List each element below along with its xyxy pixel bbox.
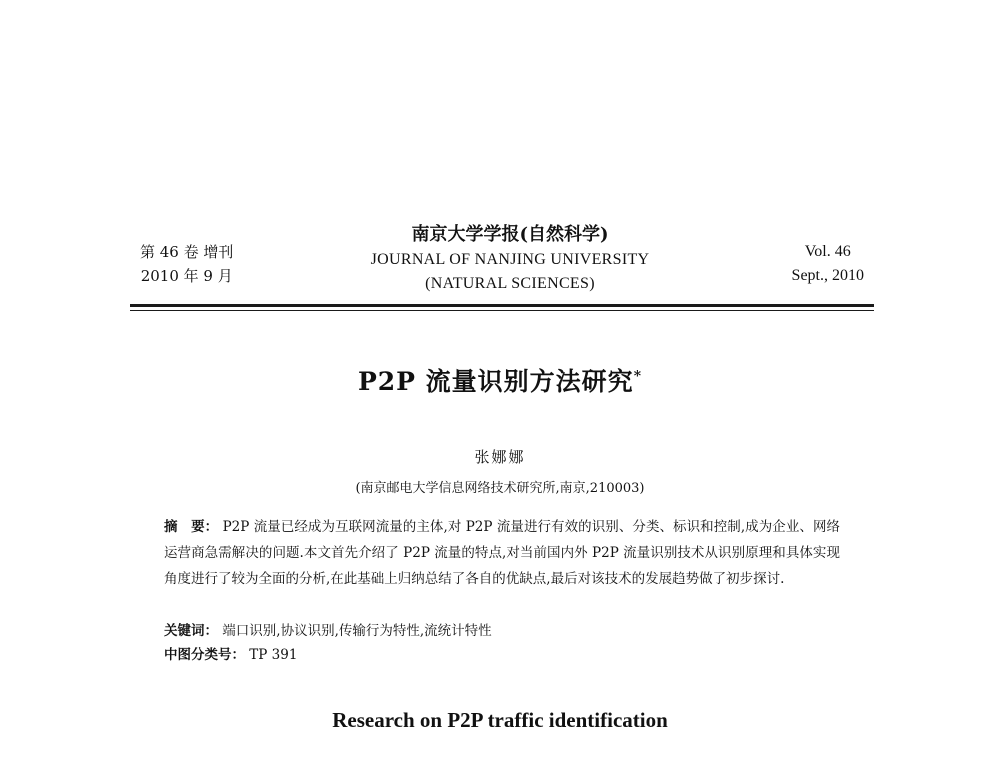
clc-text: TP 391 [249,647,298,663]
volume-en: Vol. 46 [804,243,851,260]
header-right-block [792,240,864,288]
abstract-label: 摘 要： [164,519,219,535]
paper-title [0,362,1000,398]
journal-name-en-line1: JOURNAL OF NANJING UNIVERSITY [370,251,650,268]
author-name: 张娜娜 [474,448,526,466]
author-affiliation: (南京邮电大学信息网络技术研究所,南京,210003) [355,481,645,496]
keywords [164,619,840,643]
header-left-block [140,240,233,288]
header-rule-thin [130,310,874,311]
header-journal-name [310,222,710,296]
journal-header [130,222,874,306]
header-rule-thick [130,304,874,307]
keywords-text: 端口识别,协议识别,传输行为特性,流统计特性 [222,623,492,639]
date-cn: 2010 年 9 月 [140,267,233,285]
classification-number [164,643,840,667]
paper-title-text: P2P 流量识别方法研究 [357,367,634,396]
volume-cn: 第 46 卷 增刊 [140,243,234,261]
journal-name-en-line2: (NATURAL SCIENCES) [425,275,595,292]
abstract [164,514,840,592]
title-footnote-mark: * [633,368,643,385]
english-title: Research on P2P traffic identification [332,708,668,732]
date-en: Sept., 2010 [791,267,864,284]
keywords-label: 关键词： [164,623,218,639]
journal-name-cn: 南京大学学报(自然科学) [411,224,609,245]
clc-label: 中图分类号： [164,647,245,663]
abstract-text: P2P 流量已经成为互联网流量的主体,对 P2P 流量进行有效的识别、分类、标识和控制,成为企业、网络运营商急需解决的问题.本文首先介绍了 P2P 流量的特点,对当前国内外 P2P 流量识别技术从识别原理和具体实现角度进行了较为全面的分析,在此基础上归纳总结了各自的优缺点,最后对该技术的发展趋势做了初步探讨. [164,519,841,587]
